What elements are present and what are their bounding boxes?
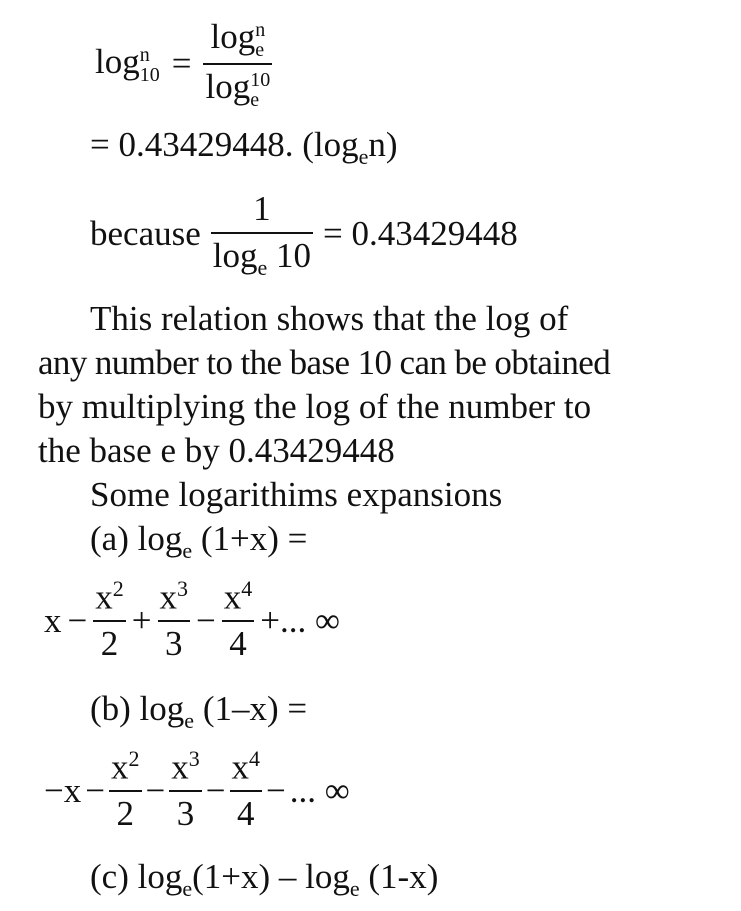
series-tail: +... ∞ xyxy=(260,600,340,640)
fraction-bar xyxy=(169,790,202,792)
label-text: (a) log xyxy=(90,519,183,558)
sub: e xyxy=(349,876,360,901)
denominator xyxy=(211,237,313,279)
paragraph-line: any number to the base 10 can be obtained xyxy=(38,343,611,382)
label-rest: (1-x) xyxy=(359,857,439,896)
power: 3 xyxy=(177,576,188,601)
fraction-bar xyxy=(211,232,313,234)
num: x xyxy=(223,577,242,617)
den: 3 xyxy=(176,794,195,834)
log-text: log xyxy=(212,235,258,275)
fraction-bar xyxy=(109,790,142,792)
fraction-x3-3 xyxy=(169,748,202,834)
term-x: −x xyxy=(44,770,82,810)
eq1-lhs xyxy=(95,43,160,85)
eq3 xyxy=(90,190,518,279)
den: 2 xyxy=(100,624,119,664)
section-heading: Some logarithims expansions xyxy=(90,475,503,514)
sub: e xyxy=(182,538,193,563)
eq2-prefix: = 0.43429448. (log xyxy=(90,125,359,164)
label-rest: (1–x) = xyxy=(194,689,308,728)
power: 2 xyxy=(128,746,140,771)
sub: e xyxy=(257,254,268,280)
fraction-x4-4 xyxy=(222,578,255,664)
label-text: (b) log xyxy=(90,689,185,728)
paragraph-line: This relation shows that the log of xyxy=(90,299,569,338)
paragraph-line: the base e by 0.43429448 xyxy=(38,431,395,470)
num: x xyxy=(111,747,129,787)
item-b-label xyxy=(90,690,307,732)
operator: − xyxy=(266,770,286,810)
denominator xyxy=(203,68,272,110)
item-a-label xyxy=(90,520,307,562)
fraction-bar xyxy=(93,620,126,622)
label-rest: (1+x) = xyxy=(192,519,308,558)
num: x xyxy=(171,747,189,787)
label-text: (c) log xyxy=(90,857,183,896)
expansion-b xyxy=(44,748,350,834)
fraction-x2-2 xyxy=(109,748,142,834)
fraction-bar xyxy=(203,63,272,65)
fraction-x3-3 xyxy=(158,578,191,664)
den-value: 10 xyxy=(276,235,312,275)
operator: − xyxy=(67,600,88,640)
den: 4 xyxy=(229,624,247,664)
eq2-suffix: n) xyxy=(368,125,398,164)
log-text: log xyxy=(95,41,140,81)
operator: − xyxy=(145,770,166,810)
numerator xyxy=(208,18,267,60)
sub: e xyxy=(250,88,260,111)
power: 4 xyxy=(241,576,253,601)
den: 2 xyxy=(116,794,134,834)
sup: n xyxy=(139,43,150,66)
den: 3 xyxy=(165,624,183,664)
eq3-fraction xyxy=(211,190,313,279)
operator: − xyxy=(205,770,226,810)
sub: e xyxy=(255,38,265,61)
numerator: 1 xyxy=(253,189,271,228)
sup: n xyxy=(255,18,266,41)
operator: + xyxy=(131,600,152,640)
sup: 10 xyxy=(250,68,271,91)
den: 4 xyxy=(237,794,255,834)
expansion-a xyxy=(44,578,340,664)
operator: − xyxy=(85,770,105,810)
paragraph-line: by multiplying the log of the number to xyxy=(38,387,592,426)
term-x: x xyxy=(44,600,62,640)
power: 3 xyxy=(188,746,200,771)
fraction-x4-4 xyxy=(230,748,263,834)
fraction-bar xyxy=(230,790,263,792)
sub: e xyxy=(182,876,193,901)
eq1 xyxy=(95,18,272,110)
sub: e xyxy=(184,708,195,733)
eq1-equals: = xyxy=(171,43,192,83)
num: x xyxy=(231,747,249,787)
eq3-result: = 0.43429448 xyxy=(323,214,518,253)
fraction-x2-2 xyxy=(93,578,126,664)
log-text: log xyxy=(205,66,251,106)
num: x xyxy=(95,577,113,617)
sub: e xyxy=(358,144,369,169)
power: 2 xyxy=(112,576,124,601)
because-text: because xyxy=(90,214,201,253)
series-tail: ... ∞ xyxy=(289,770,350,810)
item-c-label xyxy=(90,858,438,900)
fraction-bar xyxy=(222,620,255,622)
num: x xyxy=(159,577,177,617)
label-mid: (1+x) – log xyxy=(192,857,350,896)
fraction-bar xyxy=(158,620,191,622)
eq2 xyxy=(90,126,398,168)
operator: − xyxy=(196,600,216,640)
power: 4 xyxy=(249,746,260,771)
log-text: log xyxy=(210,17,256,56)
eq1-fraction xyxy=(203,18,272,110)
sub: 10 xyxy=(139,63,160,86)
